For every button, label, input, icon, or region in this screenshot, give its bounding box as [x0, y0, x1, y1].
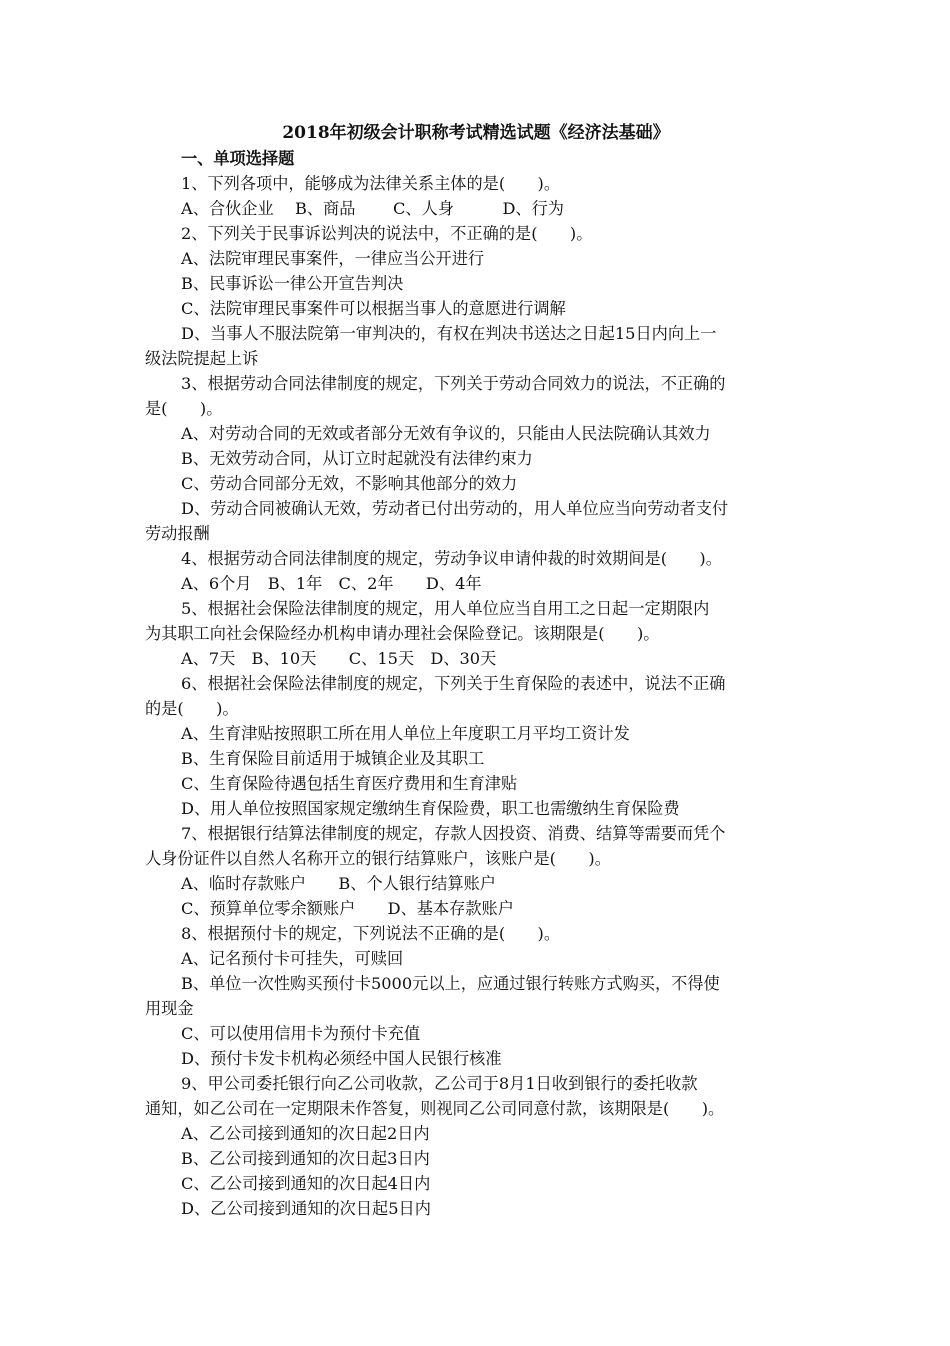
- text-line: 1、下列各项中，能够成为法律关系主体的是( )。: [181, 174, 561, 193]
- text-line: A、记名预付卡可挂失，可赎回: [181, 949, 404, 968]
- text-line: 劳动报酬: [145, 524, 210, 543]
- text-line: 6、根据社会保险法律制度的规定，下列关于生育保险的表述中，说法不正确: [181, 674, 726, 693]
- text-line: A、乙公司接到通知的次日起2日内: [181, 1124, 430, 1143]
- text-line: C、可以使用信用卡为预付卡充值: [181, 1024, 421, 1043]
- text-line: 4、根据劳动合同法律制度的规定，劳动争议申请仲裁的时效期间是( )。: [181, 549, 722, 568]
- text-line: 通知，如乙公司在一定期限未作答复，则视同乙公司同意付款，该期限是( )。: [145, 1099, 725, 1118]
- text-line: C、乙公司接到通知的次日起4日内: [181, 1174, 431, 1193]
- text-line: 7、根据银行结算法律制度的规定，存款人因投资、消费、结算等需要而凭个: [181, 824, 726, 843]
- text-line: B、无效劳动合同，从订立时起就没有法律约束力: [181, 449, 533, 468]
- text-line: A、法院审理民事案件，一律应当公开进行: [181, 249, 485, 268]
- text-line: C、预算单位零余额账户 D、基本存款账户: [181, 899, 514, 918]
- text-line: 8、根据预付卡的规定，下列说法不正确的是( )。: [181, 924, 561, 943]
- text-line: D、用人单位按照国家规定缴纳生育保险费，职工也需缴纳生育保险费: [181, 799, 680, 818]
- text-line: A、合伙企业 B、商品 C、人身 D、行为: [181, 199, 564, 218]
- text-line: B、民事诉讼一律公开宣告判决: [181, 274, 404, 293]
- text-line: D、预付卡发卡机构必须经中国人民银行核准: [181, 1049, 502, 1068]
- text-line: 人身份证件以自然人名称开立的银行结算账户，该账户是( )。: [145, 849, 611, 868]
- text-line: 为其职工向社会保险经办机构申请办理社会保险登记。该期限是( )。: [145, 624, 660, 643]
- text-line: 级法院提起上诉: [145, 349, 259, 368]
- text-line: D、当事人不服法院第一审判决的，有权在判决书送达之日起15日内向上一: [181, 324, 717, 343]
- text-line: B、乙公司接到通知的次日起3日内: [181, 1149, 430, 1168]
- document-page: [145, 121, 807, 1221]
- text-line: A、7天 B、10天 C、15天 D、30天: [181, 649, 497, 668]
- text-line: 5、根据社会保险法律制度的规定，用人单位应当自用工之日起一定期限内: [181, 599, 710, 618]
- text-line: C、劳动合同部分无效，不影响其他部分的效力: [181, 474, 518, 493]
- text-line: 的是( )。: [145, 699, 239, 718]
- text-line: B、单位一次性购买预付卡5000元以上，应通过银行转账方式购买，不得使: [181, 974, 720, 993]
- question-list: [145, 171, 807, 1221]
- text-line: A、临时存款账户 B、个人银行结算账户: [181, 874, 496, 893]
- text-line: 9、甲公司委托银行向乙公司收款，乙公司于8月1日收到银行的委托收款: [181, 1074, 698, 1093]
- section-heading: 一、单项选择题: [181, 149, 295, 168]
- text-line: 是( )。: [145, 399, 223, 418]
- text-line: B、生育保险目前适用于城镇企业及其职工: [181, 749, 485, 768]
- text-line: A、生育津贴按照职工所在用人单位上年度职工月平均工资计发: [181, 724, 630, 743]
- text-line: C、生育保险待遇包括生育医疗费用和生育津贴: [181, 774, 518, 793]
- text-line: D、劳动合同被确认无效，劳动者已付出劳动的，用人单位应当向劳动者支付: [181, 499, 729, 518]
- text-line: A、对劳动合同的无效或者部分无效有争议的，只能由人民法院确认其效力: [181, 424, 711, 443]
- text-line: C、法院审理民事案件可以根据当事人的意愿进行调解: [181, 299, 566, 318]
- text-line: 3、根据劳动合同法律制度的规定，下列关于劳动合同效力的说法，不正确的: [181, 374, 726, 393]
- text-line: 用现金: [145, 999, 194, 1018]
- document-title: 2018年初级会计职称考试精选试题《经济法基础》: [282, 123, 670, 143]
- text-line: A、6个月 B、1年 C、2年 D、4年: [181, 574, 482, 593]
- text-line: D、乙公司接到通知的次日起5日内: [181, 1199, 431, 1218]
- text-line: 2、下列关于民事诉讼判决的说法中，不正确的是( )。: [181, 224, 593, 243]
